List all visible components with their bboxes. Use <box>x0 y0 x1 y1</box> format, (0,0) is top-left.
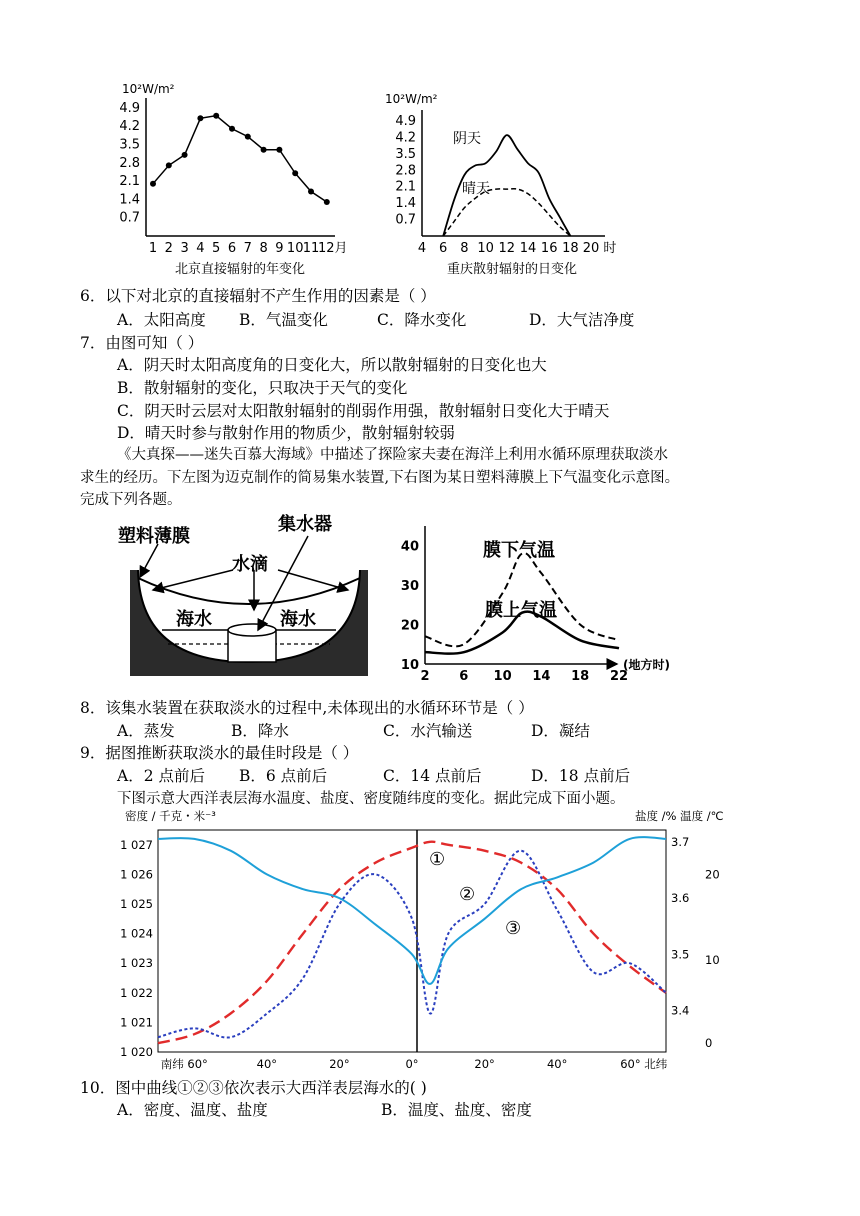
label-cloudy: 阴天 <box>453 131 481 147</box>
beijing-data-point <box>166 162 172 168</box>
chongqing-ytick: 2.8 <box>395 163 416 179</box>
salinity-ytick: 3.4 <box>671 1003 690 1018</box>
beijing-ytick: 4.9 <box>119 100 140 116</box>
beijing-ytick: 0.7 <box>119 210 140 226</box>
temp-xtick: 2 <box>420 669 430 684</box>
label-film: 塑料薄膜 <box>118 526 190 547</box>
temperature-ytick: 10 <box>705 953 720 968</box>
q6-options <box>117 309 634 331</box>
salinity-ytick: 3.6 <box>671 891 690 906</box>
density-ytick: 1 021 <box>120 1015 153 1030</box>
atlantic-chart <box>115 808 725 1073</box>
beijing-data-point <box>324 199 330 205</box>
chongqing-xtick: 4 <box>417 241 427 256</box>
temp-xtick: 14 <box>532 669 551 684</box>
film-temperature-chart <box>395 512 670 687</box>
density-ytick: 1 023 <box>120 956 153 971</box>
chongqing-ylabel: 10²W/m² <box>385 92 438 106</box>
q8-option-b[interactable]: B．降水 <box>231 722 289 740</box>
beijing-xtick: 6 <box>227 241 237 256</box>
temp-xtick: 18 <box>571 669 590 684</box>
beijing-series-line <box>153 116 327 202</box>
latitude-xtick: 60° 北纬 <box>620 1057 668 1071</box>
density-ytick: 1 020 <box>120 1045 153 1059</box>
beijing-xtick: 1 <box>148 241 158 256</box>
q7-option-c[interactable]: C．阴天时云层对太阳散射辐射的削弱作用强，散射辐射日变化大于晴天 <box>117 402 610 420</box>
latitude-xtick: 20° <box>474 1057 495 1071</box>
beijing-radiation-chart <box>110 78 350 278</box>
q8-option-d[interactable]: D．凝结 <box>531 722 590 740</box>
beijing-data-point <box>245 134 251 140</box>
temperature-ytick: 0 <box>705 1036 713 1051</box>
q6-option-a[interactable]: A．太阳高度 <box>117 311 206 329</box>
chongqing-ytick: 4.2 <box>395 130 416 146</box>
q6-option-b[interactable]: B．气温变化 <box>239 311 328 329</box>
intro2-line3: 完成下列各题。 <box>80 492 182 508</box>
q10-option-b[interactable]: B．温度、盐度、密度 <box>381 1101 532 1119</box>
atlantic-ylabel-right: 盐度 /% 温度 /℃ <box>635 809 724 823</box>
beijing-data-point <box>150 181 156 187</box>
beijing-ytick: 3.5 <box>119 137 140 153</box>
salinity-ytick: 3.5 <box>671 947 690 962</box>
beijing-ytick: 1.4 <box>119 192 140 208</box>
q8-options <box>117 720 590 742</box>
beijing-ytick: 2.8 <box>119 155 140 171</box>
q9-option-d[interactable]: D．18 点前后 <box>531 767 631 785</box>
beijing-ytick: 4.2 <box>119 119 140 135</box>
chongqing-xtick: 12 <box>498 241 516 256</box>
chongqing-ytick: 0.7 <box>395 212 416 228</box>
beijing-xtick: 2 <box>164 241 173 256</box>
q8-option-c[interactable]: C．水汽输送 <box>383 722 473 740</box>
temp-ytick: 20 <box>400 618 419 634</box>
chongqing-radiation-chart <box>380 88 620 278</box>
label-over-temp: 膜上气温 <box>485 600 557 621</box>
beijing-data-point <box>229 126 235 132</box>
beijing-data-point <box>308 189 314 195</box>
chongqing-ytick: 4.9 <box>395 114 416 130</box>
q6-option-c[interactable]: C．降水变化 <box>377 311 467 329</box>
temperature-ytick: 20 <box>705 867 720 882</box>
density-ytick: 1 022 <box>120 985 153 1000</box>
q10-options <box>117 1099 532 1121</box>
chongqing-xtick: 14 <box>519 241 537 256</box>
q7-option-b[interactable]: B．散射辐射的变化，只取决于天气的变化 <box>117 379 408 397</box>
beijing-data-point <box>276 147 282 153</box>
beijing-xtick: 11 <box>302 241 320 256</box>
temp-xunit: (地方时) <box>623 658 670 672</box>
chongqing-xtick: 6 <box>439 241 448 256</box>
chongqing-ytick: 1.4 <box>395 196 416 212</box>
q7-option-a[interactable]: A．阴天时太阳高度角的日变化大，所以散射辐射的日变化也大 <box>117 356 547 374</box>
water-collector-diagram <box>118 512 380 682</box>
beijing-xtick: 7 <box>243 241 252 256</box>
temp-xtick: 6 <box>459 669 469 684</box>
q9-option-b[interactable]: B．6 点前后 <box>239 767 328 785</box>
label-sea-right: 海水 <box>280 609 316 630</box>
label-drops: 水滴 <box>232 554 268 575</box>
beijing-xtick: 9 <box>275 241 284 256</box>
beijing-xtick: 8 <box>259 241 268 256</box>
beijing-xtick: 10 <box>286 241 304 256</box>
intro2-line1: 《大真探——迷失百慕大海域》中描述了探险家夫妻在海洋上利用水循环原理获取淡水 <box>117 447 668 463</box>
chongqing-ytick: 2.1 <box>395 179 416 195</box>
latitude-xtick: 20° <box>329 1057 350 1071</box>
curve-label-2: ② <box>459 884 476 905</box>
beijing-ytick: 2.1 <box>119 174 140 190</box>
beijing-xtick: 12月 <box>318 241 348 256</box>
q7-stem: 7．由图可知（ ） <box>80 334 204 352</box>
atlantic-ylabel-left: 密度 / 千克・米⁻³ <box>125 809 216 823</box>
temp-xtick: 10 <box>493 669 512 684</box>
beijing-data-point <box>292 170 298 176</box>
beijing-data-point <box>213 113 219 119</box>
latitude-xtick: 0° <box>405 1057 419 1071</box>
chongqing-xtick: 18 <box>562 241 579 256</box>
chongqing-caption: 重庆散射辐射的日变化 <box>446 262 578 277</box>
chongqing-xtick: 16 <box>540 241 558 256</box>
q6-stem: 6．以下对北京的直接辐射不产生作用的因素是（ ） <box>80 287 436 305</box>
density-ytick: 1 025 <box>120 897 153 911</box>
beijing-caption: 北京直接辐射的年变化 <box>174 262 306 277</box>
beijing-data-point <box>182 152 188 158</box>
density-ytick: 1 027 <box>120 837 153 852</box>
density-ytick: 1 024 <box>120 926 153 941</box>
chongqing-ytick: 3.5 <box>395 146 416 162</box>
label-under-temp: 膜下气温 <box>483 540 555 561</box>
temp-ytick: 40 <box>400 539 419 555</box>
beijing-ylabel: 10²W/m² <box>122 82 175 96</box>
latitude-xtick: 40° <box>546 1057 568 1071</box>
label-sea-left: 海水 <box>176 609 212 630</box>
intro2-line2: 求生的经历。下左图为迈克制作的简易集水装置,下右图为某日塑料薄膜上下气温变化示意图。 <box>80 470 680 486</box>
q7-option-d[interactable]: D．晴天时参与散射作用的物质少，散射辐射较弱 <box>117 424 455 442</box>
q8-option-a[interactable]: A．蒸发 <box>117 722 175 740</box>
temp-ytick: 10 <box>400 658 419 673</box>
chongqing-xtick: 8 <box>460 241 469 256</box>
curve-2-line <box>158 851 666 1038</box>
q9-options <box>117 765 630 787</box>
label-sunny: 晴天 <box>462 181 490 197</box>
q8-stem: 8．该集水装置在获取淡水的过程中,未体现出的水循环环节是（ ） <box>80 699 534 717</box>
curve-1-line <box>158 842 666 1043</box>
q9-stem: 9．据图推断获取淡水的最佳时段是（ ） <box>80 744 359 762</box>
temp-xtick: 22 <box>609 669 629 684</box>
q6-option-d[interactable]: D．大气洁净度 <box>529 311 635 329</box>
beijing-xtick: 3 <box>180 241 189 256</box>
latitude-xtick: 40° <box>256 1057 278 1071</box>
curve-label-3: ③ <box>505 918 522 939</box>
q10-stem: 10．图中曲线①②③依次表示大西洋表层海水的( ) <box>80 1079 427 1097</box>
beijing-xtick: 4 <box>196 241 205 256</box>
chongqing-xtick: 20 时 <box>582 241 617 256</box>
beijing-data-point <box>197 115 203 121</box>
q9-option-a[interactable]: A．2 点前后 <box>117 767 205 785</box>
latitude-xtick: 南纬 60° <box>160 1057 208 1071</box>
chongqing-xtick: 10 <box>477 241 494 256</box>
curve-label-1: ① <box>429 849 446 870</box>
beijing-xtick: 5 <box>212 241 221 256</box>
beijing-data-point <box>261 147 267 153</box>
density-ytick: 1 026 <box>120 867 153 882</box>
label-collector: 集水器 <box>278 514 332 535</box>
curve-3-line <box>158 837 666 984</box>
salinity-ytick: 3.7 <box>671 834 690 849</box>
temp-ytick: 30 <box>400 579 419 595</box>
intro3: 下图示意大西洋表层海水温度、盐度、密度随纬度的变化。据此完成下面小题。 <box>117 791 625 807</box>
q10-option-a[interactable]: A．密度、温度、盐度 <box>117 1101 268 1119</box>
q9-option-c[interactable]: C．14 点前后 <box>383 767 482 785</box>
